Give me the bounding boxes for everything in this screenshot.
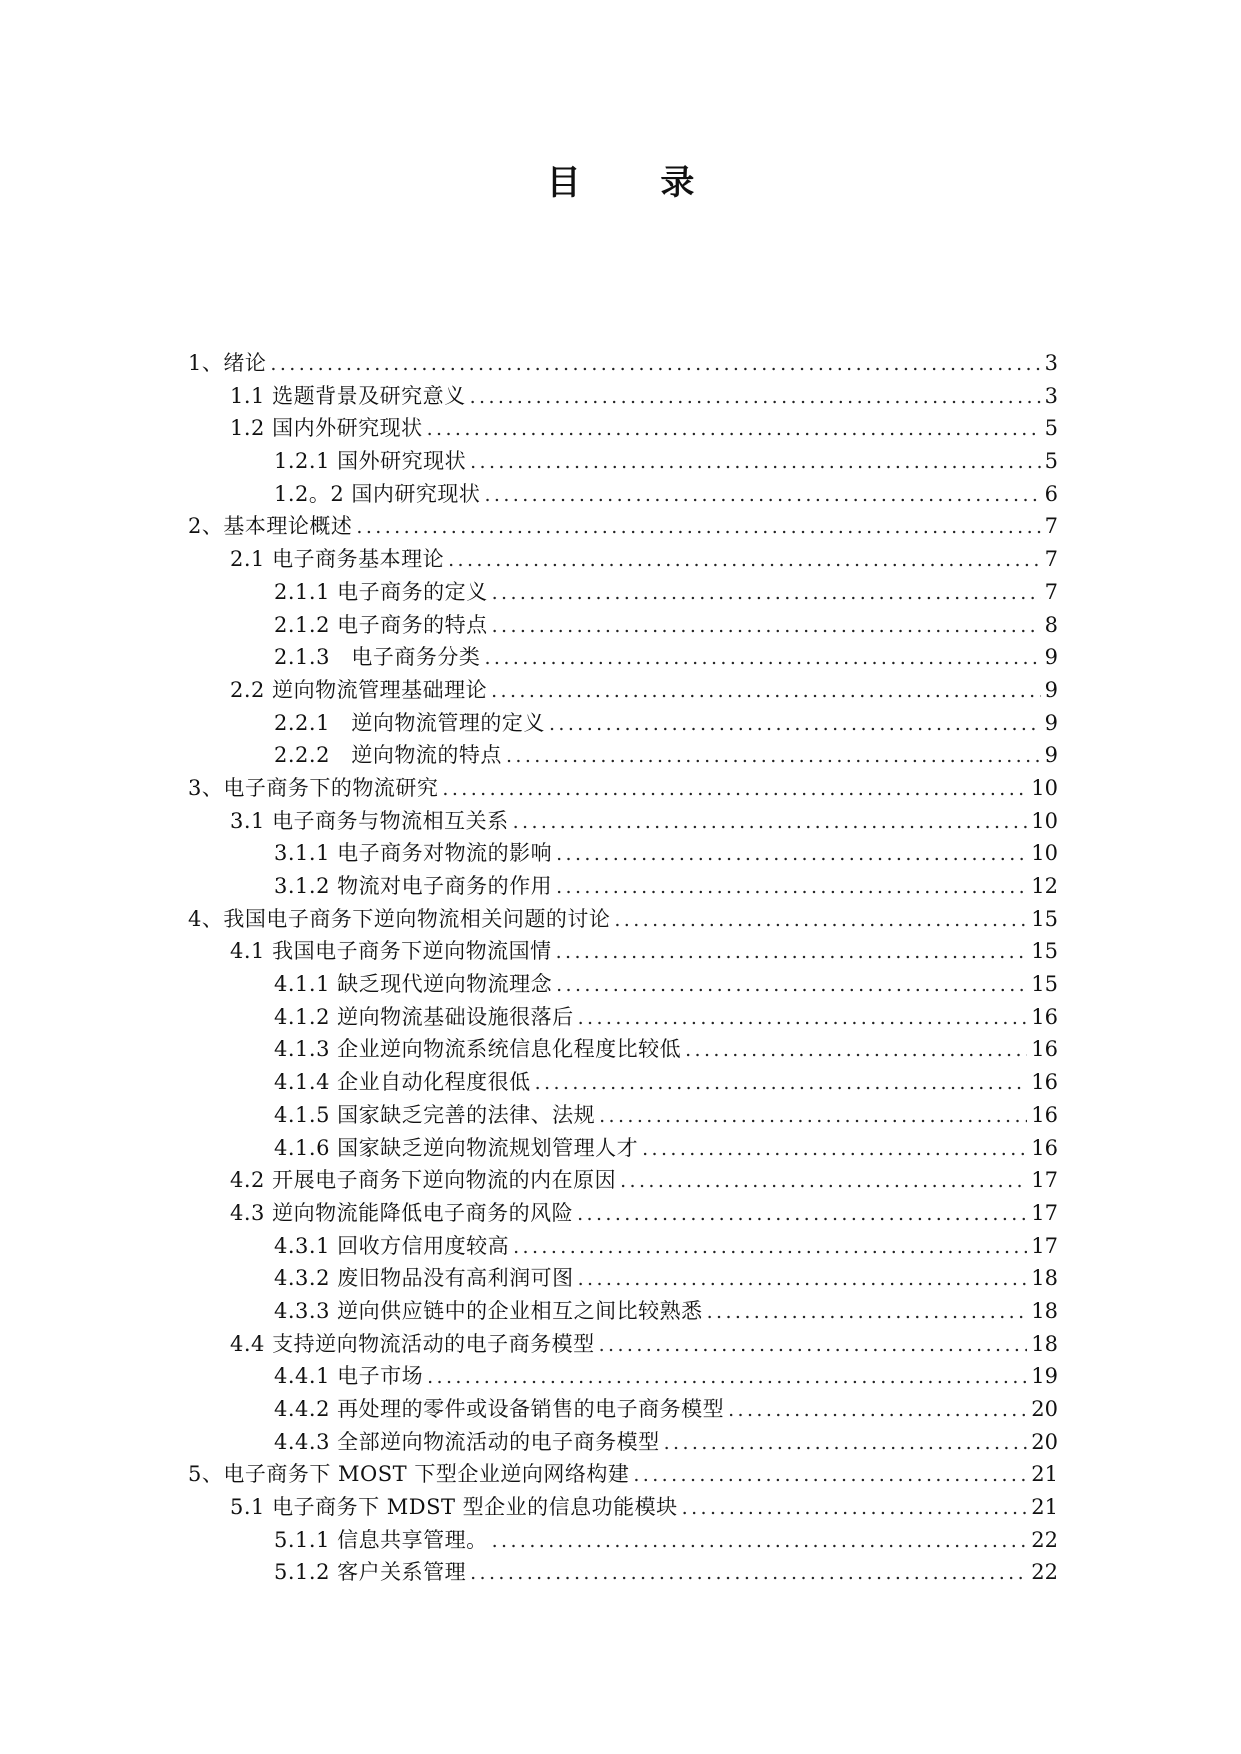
toc-page-number: 20 bbox=[1031, 1397, 1058, 1421]
toc-entry-label: 4.3.2 废旧物品没有高利润可图 bbox=[274, 1266, 574, 1291]
toc-page-number: 15 bbox=[1031, 972, 1058, 997]
toc-dot-leader bbox=[470, 381, 1041, 414]
toc-entry[interactable] bbox=[188, 478, 1058, 511]
toc-entry[interactable] bbox=[188, 1393, 1058, 1426]
toc-entry[interactable] bbox=[188, 1230, 1058, 1263]
toc-entry[interactable] bbox=[188, 935, 1058, 968]
toc-entry-label: 4.1.6 国家缺乏逆向物流规划管理人才 bbox=[274, 1135, 639, 1160]
toc-entry[interactable] bbox=[188, 1458, 1058, 1491]
toc-entry-label: 4.1.3 企业逆向物流系统信息化程度比较低 bbox=[274, 1037, 682, 1062]
toc-page-number: 9 bbox=[1044, 743, 1058, 768]
toc-entry-label: 4.4.2 再处理的零件或设备销售的电子商务模型 bbox=[274, 1397, 725, 1421]
toc-entry-label: 3.1.1 电子商务对物流的影响 bbox=[274, 841, 553, 866]
toc-entry-label: 5.1.2 客户关系管理 bbox=[274, 1560, 467, 1585]
toc-entry-label: 4.1 我国电子商务下逆向物流国情 bbox=[230, 939, 552, 964]
toc-dot-leader bbox=[556, 969, 1027, 1002]
toc-entry-label: 4.3.1 回收方信用度较高 bbox=[274, 1233, 510, 1258]
toc-entry[interactable] bbox=[188, 1360, 1058, 1393]
toc-page-number: 9 bbox=[1044, 710, 1058, 735]
toc-entry-label: 4.1.1 缺乏现代逆向物流理念 bbox=[274, 972, 553, 997]
toc-entry[interactable] bbox=[188, 837, 1058, 870]
toc-page-number: 10 bbox=[1031, 841, 1058, 866]
toc-page-number: 16 bbox=[1031, 1135, 1058, 1160]
toc-entry[interactable] bbox=[188, 1164, 1058, 1197]
toc-page-number: 17 bbox=[1031, 1233, 1058, 1258]
toc-entry-label: 1.1 选题背景及研究意义 bbox=[230, 383, 466, 408]
toc-entry[interactable] bbox=[188, 903, 1058, 936]
toc-page-number: 12 bbox=[1031, 874, 1058, 898]
toc-entry-label: 1.2。2 国内研究现状 bbox=[274, 481, 481, 506]
toc-entry[interactable] bbox=[188, 1197, 1058, 1230]
toc-dot-leader bbox=[577, 1198, 1027, 1231]
toc-entry[interactable] bbox=[188, 1262, 1058, 1295]
toc-entry[interactable] bbox=[188, 1033, 1058, 1066]
toc-entry[interactable] bbox=[188, 1132, 1058, 1165]
toc-dot-leader bbox=[664, 1427, 1028, 1460]
toc-page-number: 5 bbox=[1044, 449, 1058, 474]
toc-page-number: 10 bbox=[1031, 808, 1058, 833]
toc-dot-leader bbox=[427, 413, 1041, 446]
toc-page-number: 19 bbox=[1031, 1364, 1058, 1389]
toc-dot-leader bbox=[556, 871, 1027, 904]
toc-entry-label: 4.4.3 全部逆向物流活动的电子商务模型 bbox=[274, 1429, 660, 1454]
toc-dot-leader bbox=[491, 675, 1041, 708]
toc-page-number: 8 bbox=[1044, 612, 1058, 637]
toc-entry[interactable] bbox=[188, 1556, 1058, 1589]
toc-entry[interactable] bbox=[188, 707, 1058, 740]
toc-page-number: 15 bbox=[1031, 939, 1058, 964]
toc-entry[interactable] bbox=[188, 380, 1058, 413]
toc-entry-label: 2.1.2 电子商务的特点 bbox=[274, 612, 488, 637]
toc-entry[interactable] bbox=[188, 1328, 1058, 1361]
toc-entry[interactable] bbox=[188, 510, 1058, 543]
toc-dot-leader bbox=[556, 936, 1028, 969]
toc-entry[interactable] bbox=[188, 1491, 1058, 1524]
toc-page-number: 16 bbox=[1031, 1037, 1058, 1062]
toc-dot-leader bbox=[427, 1361, 1027, 1394]
toc-entry-label: 2.2.2 逆向物流的特点 bbox=[274, 743, 502, 768]
toc-page-number: 9 bbox=[1044, 645, 1058, 670]
toc-entry-label: 2.2 逆向物流管理基础理论 bbox=[230, 677, 488, 702]
toc-dot-leader bbox=[448, 544, 1041, 577]
toc-entry[interactable] bbox=[188, 1001, 1058, 1034]
toc-page-number: 15 bbox=[1031, 906, 1058, 931]
toc-entry-label: 4.2 开展电子商务下逆向物流的内在原因 bbox=[230, 1168, 617, 1193]
toc-entry-label: 1.2.1 国外研究现状 bbox=[274, 449, 467, 474]
toc-entry-label: 2.1.1 电子商务的定义 bbox=[274, 579, 488, 604]
toc-dot-leader bbox=[270, 348, 1040, 381]
toc-entry[interactable] bbox=[188, 609, 1058, 642]
toc-entry[interactable] bbox=[188, 543, 1058, 576]
toc-page-number: 10 bbox=[1031, 775, 1058, 800]
toc-page-number: 9 bbox=[1044, 677, 1058, 702]
toc-entry-label: 4.1.5 国家缺乏完善的法律、法规 bbox=[274, 1102, 596, 1127]
toc-dot-leader bbox=[685, 1034, 1027, 1067]
toc-entry-label: 4.1.2 逆向物流基础设施很落后 bbox=[274, 1004, 574, 1029]
toc-entry[interactable] bbox=[188, 641, 1058, 674]
toc-entry[interactable] bbox=[188, 412, 1058, 445]
toc-dot-leader bbox=[556, 838, 1027, 871]
toc-entry[interactable] bbox=[188, 1524, 1058, 1557]
toc-page-number: 20 bbox=[1031, 1429, 1058, 1454]
toc-dot-leader bbox=[484, 479, 1040, 512]
toc-entry[interactable] bbox=[188, 739, 1058, 772]
toc-entry[interactable] bbox=[188, 1099, 1058, 1132]
toc-entry-label: 4.4.1 电子市场 bbox=[274, 1364, 424, 1389]
toc-dot-leader bbox=[707, 1296, 1028, 1329]
toc-dot-leader bbox=[470, 446, 1041, 479]
toc-page-number: 6 bbox=[1044, 481, 1058, 506]
toc-entry-label: 3.1.2 物流对电子商务的作用 bbox=[274, 874, 553, 898]
toc-page-number: 18 bbox=[1031, 1331, 1058, 1356]
toc-page-number: 18 bbox=[1031, 1266, 1058, 1291]
toc-page-number: 5 bbox=[1044, 416, 1058, 441]
toc-dot-leader bbox=[513, 806, 1028, 839]
toc-dot-leader bbox=[470, 1557, 1027, 1590]
toc-dot-leader bbox=[728, 1394, 1027, 1427]
toc-entry[interactable] bbox=[188, 1426, 1058, 1459]
toc-page-number: 22 bbox=[1031, 1527, 1058, 1552]
toc-entry-label: 4、我国电子商务下逆向物流相关问题的讨论 bbox=[188, 906, 611, 931]
toc-dot-leader bbox=[599, 1100, 1027, 1133]
toc-entry[interactable] bbox=[188, 445, 1058, 478]
toc-entry-label: 2.2.1 逆向物流管理的定义 bbox=[274, 710, 545, 735]
toc-entry-label: 4.1.4 企业自动化程度很低 bbox=[274, 1070, 531, 1095]
toc-entry-label: 1.2 国内外研究现状 bbox=[230, 416, 423, 441]
toc-dot-leader bbox=[484, 642, 1040, 675]
toc-dot-leader bbox=[599, 1329, 1028, 1362]
toc-entry-label: 2.1.3 电子商务分类 bbox=[274, 645, 481, 670]
toc-page-number: 16 bbox=[1031, 1004, 1058, 1029]
toc-dot-leader bbox=[442, 773, 1027, 806]
toc-dot-leader bbox=[356, 511, 1040, 544]
toc-dot-leader bbox=[682, 1492, 1028, 1525]
toc-dot-leader bbox=[492, 577, 1041, 610]
toc-entry-label: 2、基本理论概述 bbox=[188, 514, 353, 539]
toc-dot-leader bbox=[633, 1459, 1027, 1492]
toc-entry[interactable] bbox=[188, 1295, 1058, 1328]
toc-entry[interactable] bbox=[188, 772, 1058, 805]
toc-dot-leader bbox=[578, 1002, 1028, 1035]
toc-page-number: 16 bbox=[1031, 1070, 1058, 1095]
toc-entry[interactable] bbox=[188, 870, 1058, 903]
toc-entry-label: 5.1.1 信息共享管理。 bbox=[274, 1527, 488, 1552]
toc-entry[interactable] bbox=[188, 805, 1058, 838]
toc-dot-leader bbox=[578, 1263, 1028, 1296]
toc-page-number: 17 bbox=[1031, 1200, 1058, 1225]
toc-dot-leader bbox=[506, 740, 1041, 773]
toc-entry-label: 5.1 电子商务下 MDST 型企业的信息功能模块 bbox=[230, 1495, 678, 1520]
toc-page-number: 7 bbox=[1044, 547, 1058, 572]
toc-dot-leader bbox=[642, 1133, 1027, 1166]
toc-page-number: 7 bbox=[1044, 579, 1058, 604]
toc-page-number: 17 bbox=[1031, 1168, 1058, 1193]
toc-entry[interactable] bbox=[188, 968, 1058, 1001]
toc-entry-label: 4.4 支持逆向物流活动的电子商务模型 bbox=[230, 1331, 595, 1356]
toc-entry-label: 1、绪论 bbox=[188, 351, 267, 375]
toc-entry-label: 5、电子商务下 MOST 下型企业逆向网络构建 bbox=[188, 1462, 630, 1487]
toc-entry-label: 3.1 电子商务与物流相互关系 bbox=[230, 808, 509, 833]
toc-page-number: 22 bbox=[1031, 1560, 1058, 1585]
toc-page-number: 3 bbox=[1044, 351, 1058, 375]
table-of-contents bbox=[188, 347, 1058, 1589]
toc-dot-leader bbox=[492, 1525, 1028, 1558]
toc-page-number: 21 bbox=[1031, 1495, 1058, 1520]
toc-entry[interactable] bbox=[188, 1066, 1058, 1099]
toc-entry[interactable] bbox=[188, 347, 1058, 380]
toc-entry-label: 2.1 电子商务基本理论 bbox=[230, 547, 445, 572]
toc-page-number: 3 bbox=[1044, 383, 1058, 408]
toc-entry-label: 4.3 逆向物流能降低电子商务的风险 bbox=[230, 1200, 574, 1225]
toc-dot-leader bbox=[513, 1231, 1027, 1264]
toc-dot-leader bbox=[492, 610, 1041, 643]
page-title: 目 录 bbox=[546, 163, 729, 203]
toc-entry[interactable] bbox=[188, 576, 1058, 609]
toc-entry-label: 3、电子商务下的物流研究 bbox=[188, 775, 439, 800]
toc-dot-leader bbox=[549, 708, 1041, 741]
toc-dot-leader bbox=[535, 1067, 1028, 1100]
toc-dot-leader bbox=[620, 1165, 1027, 1198]
toc-page-number: 21 bbox=[1031, 1462, 1058, 1487]
toc-dot-leader bbox=[614, 904, 1027, 937]
toc-entry-label: 4.3.3 逆向供应链中的企业相互之间比较熟悉 bbox=[274, 1298, 703, 1323]
toc-page-number: 16 bbox=[1031, 1102, 1058, 1127]
toc-page-number: 18 bbox=[1031, 1298, 1058, 1323]
toc-page-number: 7 bbox=[1044, 514, 1058, 539]
toc-entry[interactable] bbox=[188, 674, 1058, 707]
